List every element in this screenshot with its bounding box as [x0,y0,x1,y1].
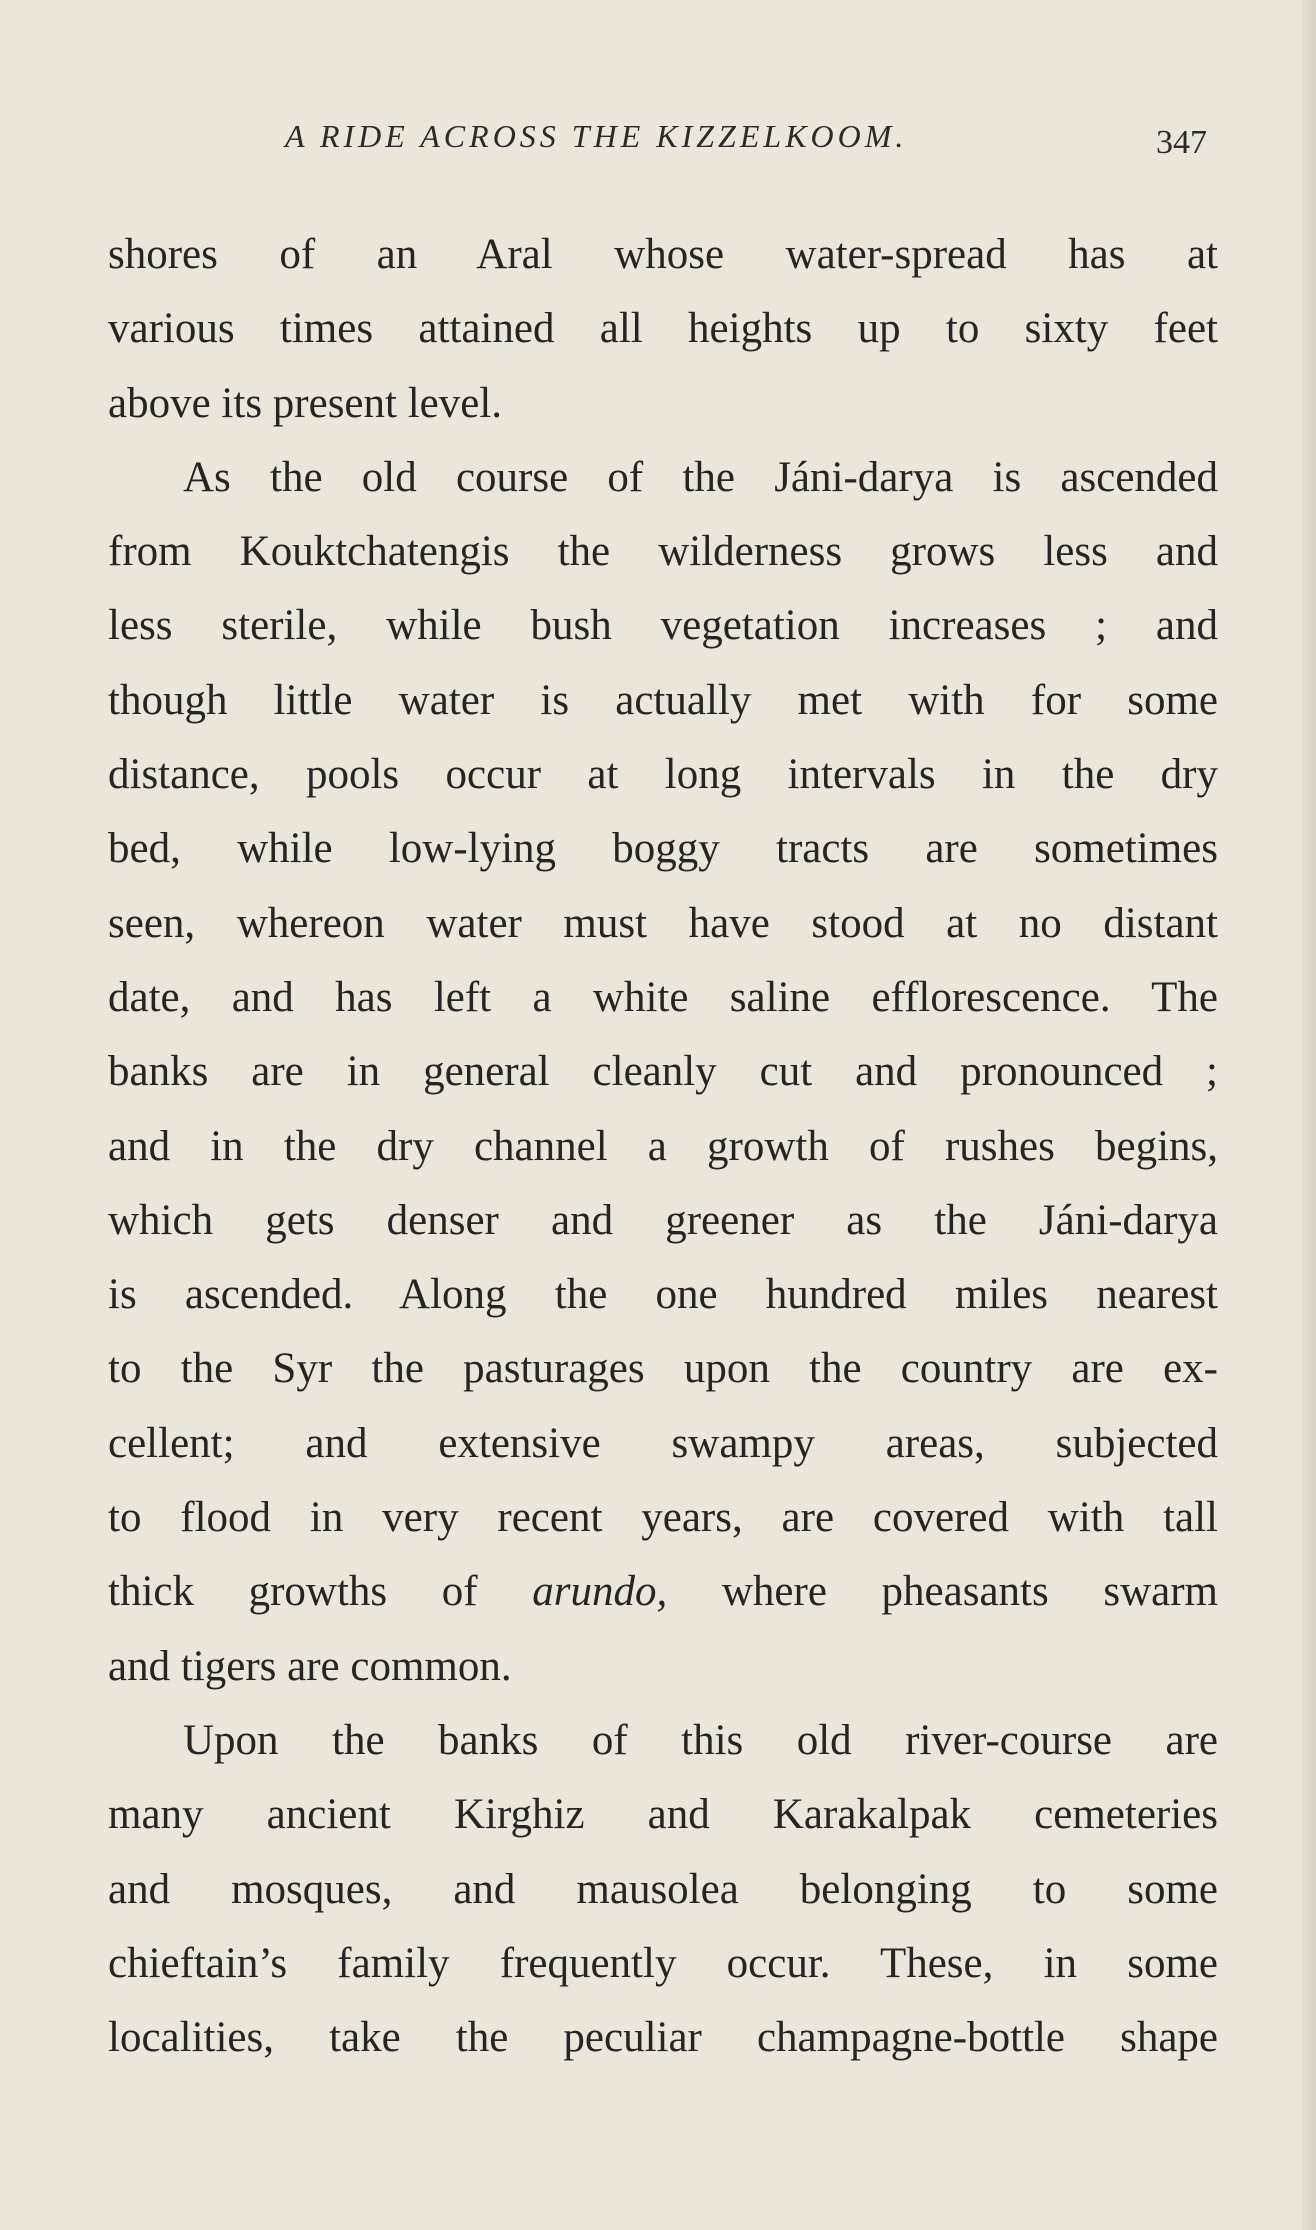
text-line: many ancient Kirghiz and Karakalpak cemeteries [108,1791,1218,1839]
text-line: less sterile, while bush vegetation increases ; and [108,602,1218,650]
text-line: localities, take the peculiar champagne-bottle shape [108,2014,1218,2062]
text-line: chieftain’s family frequently occur. These, in some [108,1939,1218,1987]
text-line: distance, pools occur at long intervals in the dry [108,751,1218,799]
text-line: As the old course of the Jáni-darya is ascended [183,453,1218,501]
text-line: which gets denser and greener as the Jáni-darya [108,1196,1218,1244]
text-line-with-italic [108,1555,1218,1629]
text-line: is ascended. Along the one hundred miles nearest [108,1271,1218,1319]
text-line: above its present level. [108,379,503,427]
text-segment: where pheasants swarm [667,1568,1218,1616]
text-segment: thick growths of [108,1568,533,1616]
text-line: and in the dry channel a growth of rushes begins, [108,1122,1218,1170]
text-line: and tigers are common. [108,1642,512,1690]
text-line: banks are in general cleanly cut and pronounced ; [108,1048,1218,1096]
italic-word: arundo, [532,1568,668,1616]
text-line: seen, whereon water must have stood at no distant [108,899,1218,947]
text-line: though little water is actually met with for some [108,676,1218,724]
text-line: Upon the banks of this old river-course are [183,1716,1218,1764]
text-line: from Kouktchatengis the wilderness grows less and [108,528,1218,576]
page-edge [1302,0,1316,2230]
body-text [108,218,1218,2075]
text-line: to the Syr the pasturages upon the country are ex- [108,1345,1218,1393]
text-line: to flood in very recent years, are covered with tall [108,1494,1218,1542]
text-line: shores of an Aral whose water-spread has at [108,231,1218,278]
running-title: A RIDE ACROSS THE KIZZELKOOM. [285,118,908,154]
text-line: and mosques, and mausolea belonging to some [108,1865,1218,1913]
text-line: date, and has left a white saline efflorescence. The [108,973,1218,1021]
text-line: cellent; and extensive swampy areas, subjected [108,1419,1218,1467]
page-number: 347 [1156,124,1207,161]
text-line: various times attained all heights up to sixty feet [108,305,1218,353]
text-line: bed, while low-lying boggy tracts are sometimes [108,825,1218,873]
